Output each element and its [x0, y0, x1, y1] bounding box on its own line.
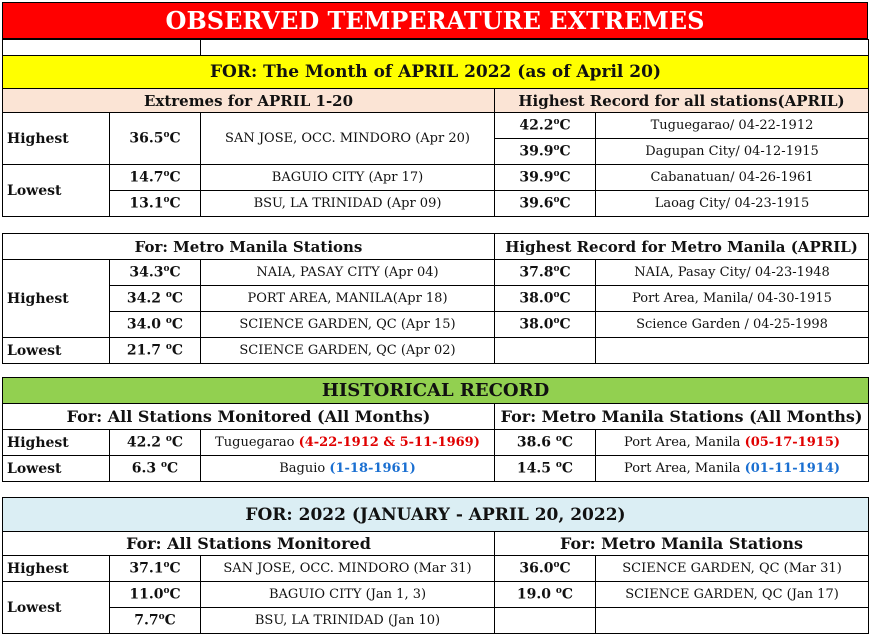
- title-table: [2, 2, 868, 39]
- station-name: Laoag City/ 04-23-1915: [596, 191, 869, 217]
- temp-value: 39.6$^o$C: [495, 191, 596, 217]
- april-table: [2, 39, 869, 217]
- station-name: SAN JOSE, OCC. MINDORO (Apr 20): [201, 113, 495, 165]
- temp-value: 37.1$^o$C: [110, 556, 201, 582]
- year2022-left-header: For: All Stations Monitored: [3, 532, 495, 556]
- historical-left-header: For: All Stations Monitored (All Months): [3, 404, 495, 430]
- year2022-highest-label: Highest: [3, 556, 110, 582]
- april-left-header: Extremes for APRIL 1-20: [3, 89, 495, 113]
- year2022-lowest-label: Lowest: [3, 582, 110, 634]
- temp-value: 14.7$^o$C: [110, 165, 201, 191]
- temp-value: 42.2 $^o$C: [110, 430, 201, 456]
- historical-lowest-label: Lowest: [3, 456, 110, 482]
- historical-banner: HISTORICAL RECORD: [3, 378, 869, 404]
- temp-value: 36.0$^o$C: [495, 556, 596, 582]
- year2022-banner: FOR: 2022 (JANUARY - APRIL 20, 2022): [3, 498, 869, 532]
- april-banner: FOR: The Month of APRIL 2022 (as of April 20): [3, 56, 869, 89]
- page-title: OBSERVED TEMPERATURE EXTREMES: [3, 3, 868, 39]
- year2022-table: [2, 497, 869, 634]
- record-date: (05-17-1915): [744, 435, 841, 450]
- record-date: (4-22-1912 & 5-11-1969): [298, 435, 480, 450]
- station-name: SCIENCE GARDEN, QC (Apr 02): [201, 338, 495, 364]
- temp-value: 37.8$^o$C: [495, 260, 596, 286]
- year2022-right-header: For: Metro Manila Stations: [495, 532, 869, 556]
- station-name: Tuguegarao (4-22-1912 & 5-11-1969): [201, 430, 495, 456]
- station-name: SCIENCE GARDEN, QC (Apr 15): [201, 312, 495, 338]
- historical-table: [2, 377, 869, 482]
- station-name: SCIENCE GARDEN, QC (Jan 17): [596, 582, 869, 608]
- temp-value: 21.7 $^o$C: [110, 338, 201, 364]
- station-name: PORT AREA, MANILA(Apr 18): [201, 286, 495, 312]
- temp-value: 34.2 $^o$C: [110, 286, 201, 312]
- station-name: NAIA, Pasay City/ 04-23-1948: [596, 260, 869, 286]
- temp-value: 39.9$^o$C: [495, 165, 596, 191]
- metro-highest-label: Highest: [3, 260, 110, 338]
- station-name: Port Area, Manila (01-11-1914): [596, 456, 869, 482]
- historical-right-header: For: Metro Manila Stations (All Months): [495, 404, 869, 430]
- temp-value: 14.5 $^o$C: [495, 456, 596, 482]
- temp-value: 11.0$^o$C: [110, 582, 201, 608]
- temp-value: 7.7$^o$C: [110, 608, 201, 634]
- station-name: NAIA, PASAY CITY (Apr 04): [201, 260, 495, 286]
- temp-value: 34.0 $^o$C: [110, 312, 201, 338]
- metro-lowest-label: Lowest: [3, 338, 110, 364]
- station-name: BSU, LA TRINIDAD (Jan 10): [201, 608, 495, 634]
- station-name: Port Area, Manila/ 04-30-1915: [596, 286, 869, 312]
- metro-table: [2, 233, 869, 364]
- station-name: Tuguegarao/ 04-22-1912: [596, 113, 869, 139]
- temp-value: 39.9$^o$C: [495, 139, 596, 165]
- station-name: SCIENCE GARDEN, QC (Mar 31): [596, 556, 869, 582]
- metro-right-header: Highest Record for Metro Manila (APRIL): [495, 234, 869, 260]
- station-name: Port Area, Manila (05-17-1915): [596, 430, 869, 456]
- temp-value: 34.3$^o$C: [110, 260, 201, 286]
- historical-highest-label: Highest: [3, 430, 110, 456]
- temp-value: 38.6 $^o$C: [495, 430, 596, 456]
- april-lowest-label: Lowest: [3, 165, 110, 217]
- temp-value: 19.0 $^o$C: [495, 582, 596, 608]
- station-name: BAGUIO CITY (Apr 17): [201, 165, 495, 191]
- station-name: Dagupan City/ 04-12-1915: [596, 139, 869, 165]
- temp-value: 13.1$^o$C: [110, 191, 201, 217]
- temp-value: 42.2$^o$C: [495, 113, 596, 139]
- record-date: (01-11-1914): [744, 461, 841, 476]
- temp-value: 38.0$^o$C: [495, 286, 596, 312]
- temp-value: 38.0$^o$C: [495, 312, 596, 338]
- metro-left-header: For: Metro Manila Stations: [3, 234, 495, 260]
- temp-value: 36.5$^o$C: [110, 113, 201, 165]
- station-name: SAN JOSE, OCC. MINDORO (Mar 31): [201, 556, 495, 582]
- record-date: (1-18-1961): [329, 461, 416, 476]
- april-highest-label: Highest: [3, 113, 110, 165]
- station-name: Baguio (1-18-1961): [201, 456, 495, 482]
- april-right-header: Highest Record for all stations(APRIL): [495, 89, 869, 113]
- station-name: Science Garden / 04-25-1998: [596, 312, 869, 338]
- temp-value: 6.3 $^o$C: [110, 456, 201, 482]
- station-name: BSU, LA TRINIDAD (Apr 09): [201, 191, 495, 217]
- station-name: Cabanatuan/ 04-26-1961: [596, 165, 869, 191]
- station-name: BAGUIO CITY (Jan 1, 3): [201, 582, 495, 608]
